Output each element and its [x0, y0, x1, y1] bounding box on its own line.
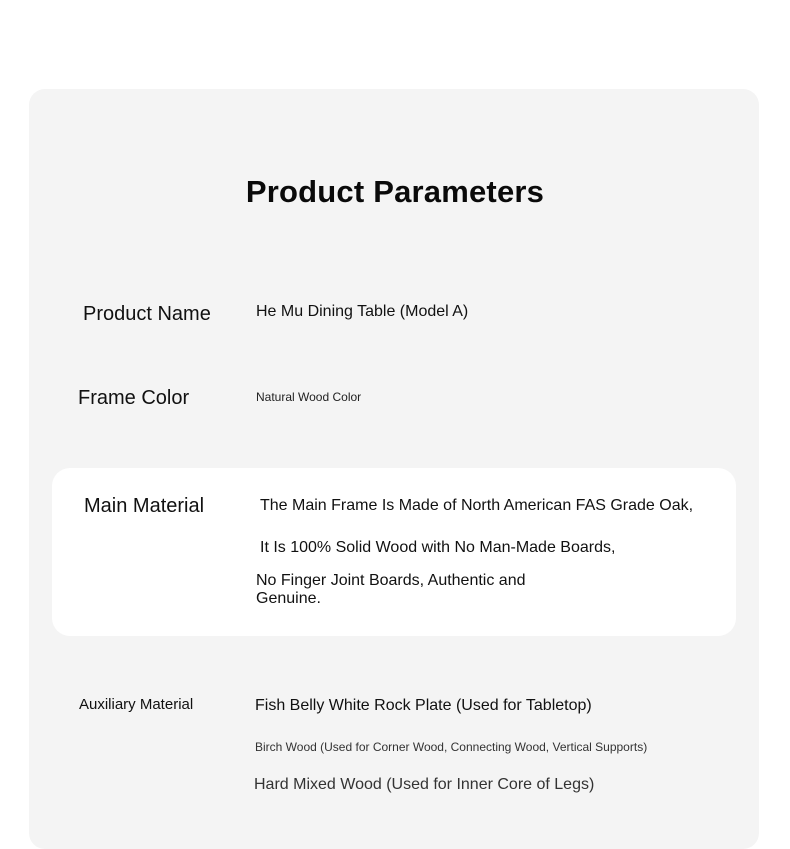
main-material-line: No Finger Joint Boards, Authentic and — [256, 572, 526, 589]
main-material-label: Main Material — [84, 495, 205, 517]
auxiliary-material-label: Auxiliary Material — [79, 696, 194, 713]
auxiliary-material-line: Hard Mixed Wood (Used for Inner Core of Legs) — [254, 776, 595, 793]
main-material-line: Genuine. — [256, 590, 321, 607]
main-material-line: It Is 100% Solid Wood with No Man-Made Boards, — [260, 539, 616, 556]
frame-color-value: Natural Wood Color — [256, 390, 362, 404]
auxiliary-material-line: Birch Wood (Used for Corner Wood, Connecting Wood, Vertical Supports) — [255, 740, 648, 754]
product-name-value: He Mu Dining Table (Model A) — [256, 303, 469, 320]
main-material-line: The Main Frame Is Made of North American FAS Grade Oak, — [260, 497, 694, 514]
product-name-label: Product Name — [83, 303, 211, 325]
page-title: Product Parameters — [245, 174, 545, 209]
frame-color-label: Frame Color — [78, 387, 190, 409]
auxiliary-material-line: Fish Belly White Rock Plate (Used for Tabletop) — [255, 697, 592, 714]
